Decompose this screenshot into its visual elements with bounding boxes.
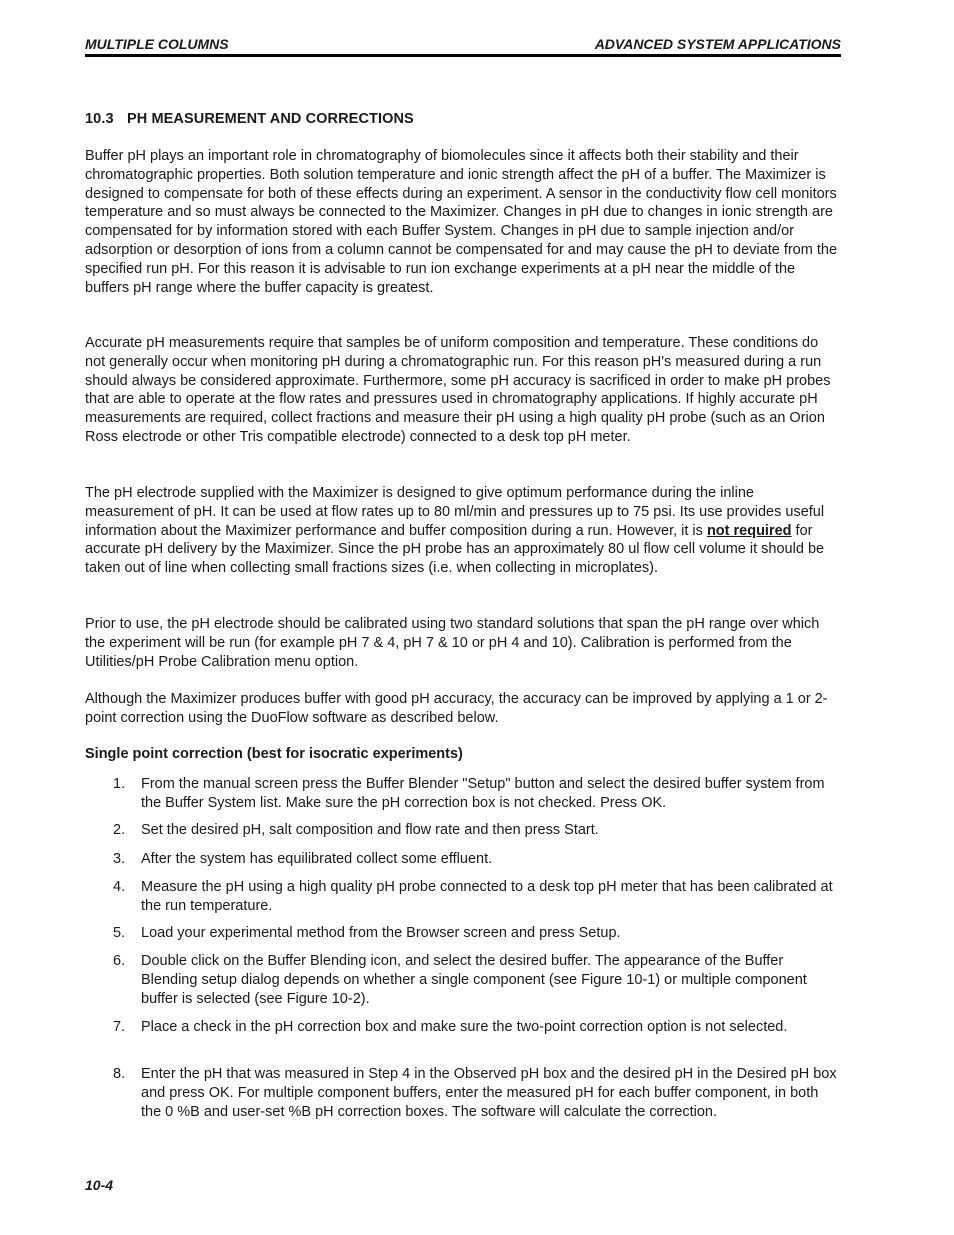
step-text: Load your experimental method from the Browser screen and press Setup. [141, 925, 621, 941]
step-text: Double click on the Buffer Blending icon, and select the desired buffer. The appearance of the Buffer Blending setup dialog depends on whether a single component (see Figure 10-1) or multiple component buffer is selected (see Figure 10-2). [141, 953, 807, 1007]
section-heading [85, 111, 414, 127]
step-number: 2. [113, 822, 126, 838]
paragraph-ph-electrode-part2: for accurate pH delivery by the Maximizer. Since the pH probe has an approximately 80 ul flow cell volume it should be taken out of line when collecting small fractions sizes (i.e. when collecting in microplates). [85, 522, 825, 577]
paragraph-ph-electrode [85, 484, 841, 578]
emphasis-not-required: not required [706, 522, 792, 539]
step-number: 5. [113, 925, 126, 941]
step-number: 7. [113, 1019, 126, 1035]
page-header [85, 36, 841, 57]
section-number: 10.3 [85, 111, 114, 127]
step-text: Place a check in the pH correction box and make sure the two-point correction option is not selected. [141, 1019, 788, 1035]
step-number: 6. [113, 953, 126, 969]
paragraph-ph-electrode-part1: The pH electrode supplied with the Maximizer is designed to give optimum performance during the inline measurement of pH. It can be used at flow rates up to 80 ml/min and pressures up to 75 psi. Its use provides useful information about the Maximizer performance and buffer composition during a run. However, it is [85, 485, 825, 539]
step-text: Measure the pH using a high quality pH probe connected to a desk top pH meter that has been calibrated at the run temperature. [141, 879, 833, 914]
step-number: 3. [113, 851, 126, 867]
subheading-single-point: Single point correction (best for isocratic experiments) [85, 746, 463, 762]
paragraph-buffer-ph: Buffer pH plays an important role in chromatography of biomolecules since it affects both their stability and their chromatographic properties. Both solution temperature and ionic strength affect the pH of a buffer. The Maximizer is designed to compensate for both of these effects during an experiment. A sensor in the conductivity flow cell monitors temperature and so must always be connected to the Maximizer. Changes in pH due to changes in ionic strength are compensated for by information stored with each Buffer System. Changes in pH due to sample injection and/or adsorption or desorption of ions from a column cannot be compensated for and may cause the pH to deviate from the specified run pH. For this reason it is advisable to run ion exchange experiments at a pH near the middle of the buffers pH range where the buffer capacity is greatest. [85, 148, 838, 296]
paragraph-correction: Although the Maximizer produces buffer with good pH accuracy, the accuracy can be improved by applying a 1 or 2-point correction using the DuoFlow software as described below. [85, 691, 828, 726]
section-title: PH MEASUREMENT AND CORRECTIONS [127, 111, 414, 127]
step-text: Set the desired pH, salt composition and flow rate and then press Start. [141, 822, 599, 838]
step-number: 4. [113, 879, 126, 895]
step-text: From the manual screen press the Buffer Blender "Setup" button and select the desired buffer system from the Buffer System list. Make sure the pH correction box is not checked. Press OK. [141, 776, 825, 811]
paragraph-accurate-measurements: Accurate pH measurements require that samples be of uniform composition and temperature. These conditions do not generally occur when monitoring pH during a chromatographic run. For this reason pH's measured during a run should always be considered approximate. Furthermore, some pH accuracy is sacrificed in order to make pH probes that are able to operate at the flow rates and pressures used in chromatography applications. If highly accurate pH measurements are required, collect fractions and measure their pH using a high quality pH probe (such as an Orion Ross electrode or other Tris compatible electrode) connected to a desk top pH meter. [85, 335, 831, 445]
step-number: 8. [113, 1066, 126, 1082]
step-text: Enter the pH that was measured in Step 4 in the Observed pH box and the desired pH in the Desired pH box and press OK. For multiple component buffers, enter the measured pH for each buffer component, in both the 0 %B and user-set %B pH correction boxes. The software will calculate the correction. [141, 1066, 837, 1120]
header-left-title: MULTIPLE COLUMNS [85, 36, 229, 52]
step-text: After the system has equilibrated collect some effluent. [141, 851, 493, 867]
header-right-title: ADVANCED SYSTEM APPLICATIONS [594, 36, 841, 52]
paragraph-calibration: Prior to use, the pH electrode should be calibrated using two standard solutions that span the pH range over which the experiment will be run (for example pH 7 & 4, pH 7 & 10 or pH 4 and 10). Calibration is performed from the Utilities/pH Probe Calibration menu option. [85, 616, 820, 670]
step-number: 1. [113, 776, 126, 792]
page-number: 10-4 [85, 1177, 114, 1193]
